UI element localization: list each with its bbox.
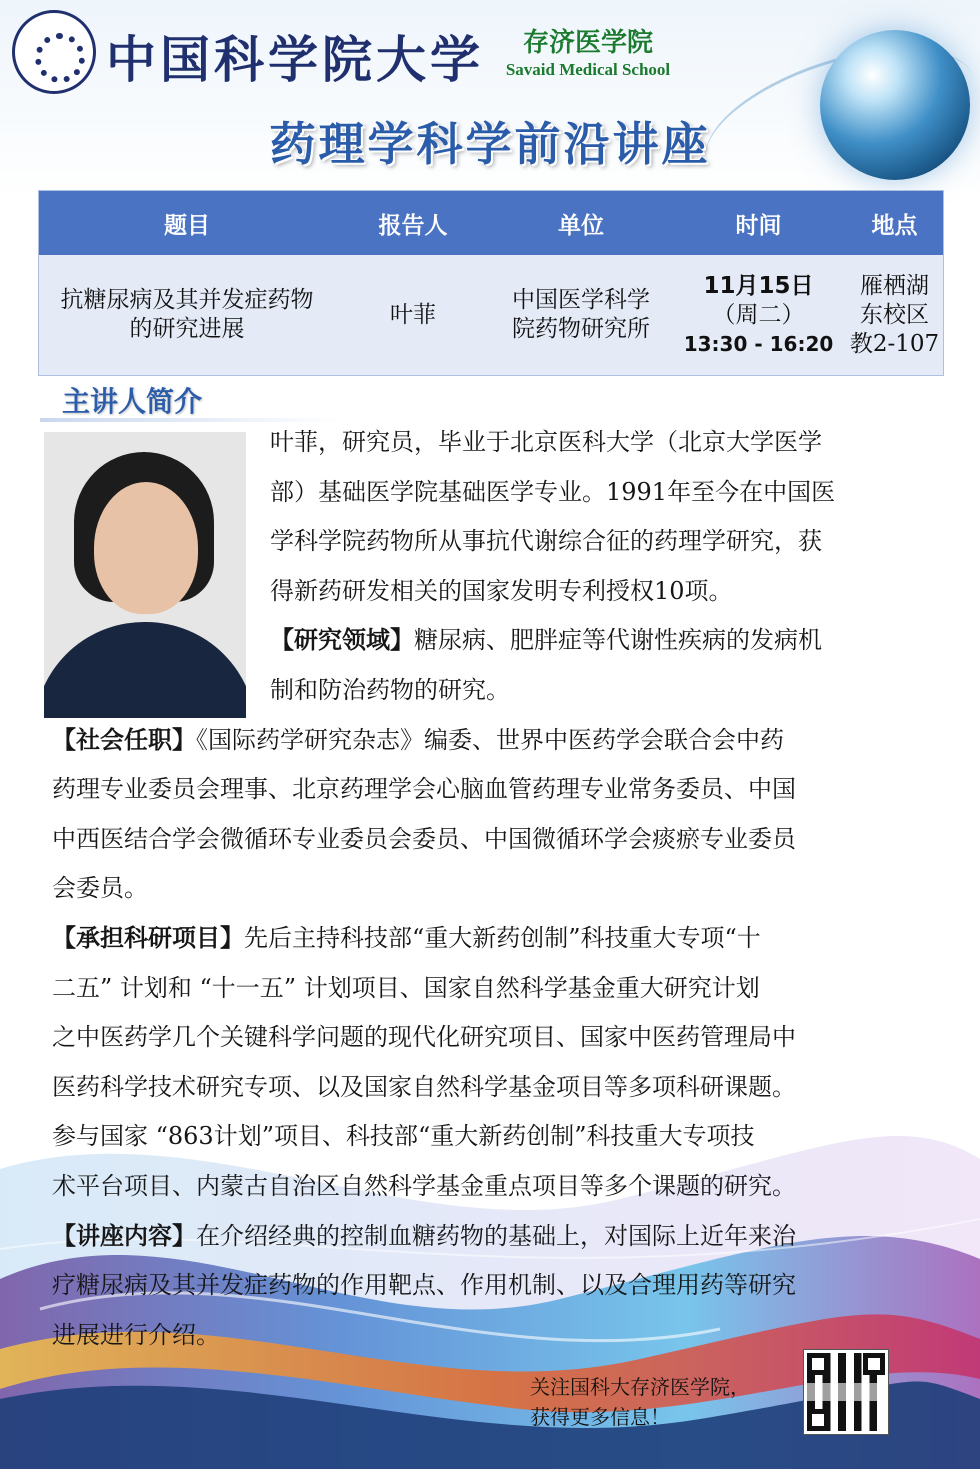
- social-tag: 【社会任职】: [52, 725, 196, 754]
- projects-line: 医药科学技术研究专项、以及国家自然科学基金项目等多项科研课题。: [52, 1072, 796, 1101]
- cell-speaker: 叶菲: [390, 301, 436, 328]
- follow-line: 关注国科大存济医学院，: [530, 1375, 750, 1399]
- cell-time: [671, 255, 846, 375]
- org-line: 中国医学科学: [512, 287, 650, 313]
- time-range: 13:30 - 16:20: [683, 331, 834, 356]
- bio-line: 叶菲，研究员，毕业于北京医科大学（北京大学医学: [270, 428, 822, 456]
- lecture-tag: 【讲座内容】: [52, 1221, 196, 1250]
- social-line: 会委员。: [52, 874, 148, 903]
- header-topic: 题目: [164, 211, 210, 239]
- research-line: 制和防治药物的研究。: [270, 675, 510, 704]
- header-place: 地点: [871, 211, 918, 239]
- place-line: 雁栖湖: [860, 272, 929, 299]
- place-line: 教2-107: [849, 330, 940, 357]
- social-line: 中西医结合学会微循环专业委员会委员、中国微循环学会痰瘀专业委员: [52, 824, 796, 853]
- weekday: （周二）: [712, 301, 805, 328]
- projects-line: 术平台项目、内蒙古自治区自然科学基金重点项目等多个课题的研究。: [52, 1171, 796, 1200]
- header-speaker: 报告人: [378, 211, 448, 239]
- date: 11月15日: [703, 272, 814, 299]
- topic-line: 的研究进展: [129, 316, 245, 342]
- header-org: 单位: [558, 211, 604, 239]
- lecture-text: 在介绍经典的控制血糖药物的基础上，对国际上近年来治: [196, 1221, 796, 1250]
- follow-line: 获得更多信息！: [530, 1405, 670, 1429]
- header-time: 时间: [735, 211, 782, 239]
- lecture-line: 进展进行介绍。: [52, 1320, 220, 1349]
- projects-line: 二五” 计划和 “十一五” 计划项目、国家自然科学基金重大研究计划: [52, 973, 760, 1002]
- topic-line: 抗糖尿病及其并发症药物: [60, 287, 314, 313]
- table-row: [39, 255, 943, 375]
- qr-code-icon[interactable]: [804, 1350, 888, 1434]
- research-tag: 【研究领域】: [270, 626, 414, 655]
- follow-prompt: [530, 1372, 800, 1432]
- projects-text: 先后主持科技部“重大新药创制”科技重大专项“十: [244, 923, 761, 952]
- school-name-cn: 存济医学院: [522, 28, 653, 58]
- social-text: 《国际药学研究杂志》编委、世界中医药学会联合会中药: [196, 725, 784, 754]
- org-line: 院药物研究所: [512, 316, 650, 342]
- bio-line: 学科学院药物所从事抗代谢综合征的药理学研究，获: [270, 527, 822, 556]
- cas-university-emblem-icon: [12, 10, 96, 94]
- table-header-row: [39, 191, 943, 255]
- projects-line: [52, 914, 932, 964]
- social-line: [52, 716, 932, 766]
- cell-topic: [39, 255, 335, 375]
- speaker-bio: [52, 418, 932, 1360]
- school-name-en: Savaid Medical School: [505, 60, 671, 79]
- bio-line: 得新药研发相关的国家发明专利授权10项。: [270, 576, 733, 605]
- cell-place: [846, 255, 943, 375]
- research-line: [52, 616, 932, 666]
- qr-finder: [863, 1353, 885, 1375]
- bio-line: 部）基础医学院基础医学专业。1991年至今在中国医: [270, 477, 836, 506]
- section-title: 主讲人简介: [62, 385, 203, 418]
- projects-line: 参与国家 “863计划”项目、科技部“重大新药创制”科技重大专项技: [52, 1122, 755, 1151]
- qr-finder: [807, 1353, 829, 1375]
- projects-tag: 【承担科研项目】: [52, 923, 244, 952]
- research-text: 糖尿病、肥胖症等代谢性疾病的发病机: [414, 626, 822, 655]
- place-line: 东校区: [860, 301, 929, 328]
- lecture-series-title: 药理学科学前沿讲座: [269, 117, 711, 171]
- lecture-line: [52, 1212, 932, 1262]
- cell-org: [491, 255, 671, 375]
- lecture-line: 疗糖尿病及其并发症药物的作用靶点、作用机制、以及合理用药等研究: [52, 1271, 796, 1300]
- lecture-info-table: [38, 190, 944, 376]
- social-line: 药理专业委员会理事、北京药理学会心脑血管药理专业常务委员、中国: [52, 775, 796, 804]
- projects-line: 之中医药学几个关键科学问题的现代化研究项目、国家中医药管理局中: [52, 1023, 796, 1052]
- university-name: 中国科学院大学: [106, 30, 484, 89]
- qr-finder: [807, 1409, 829, 1431]
